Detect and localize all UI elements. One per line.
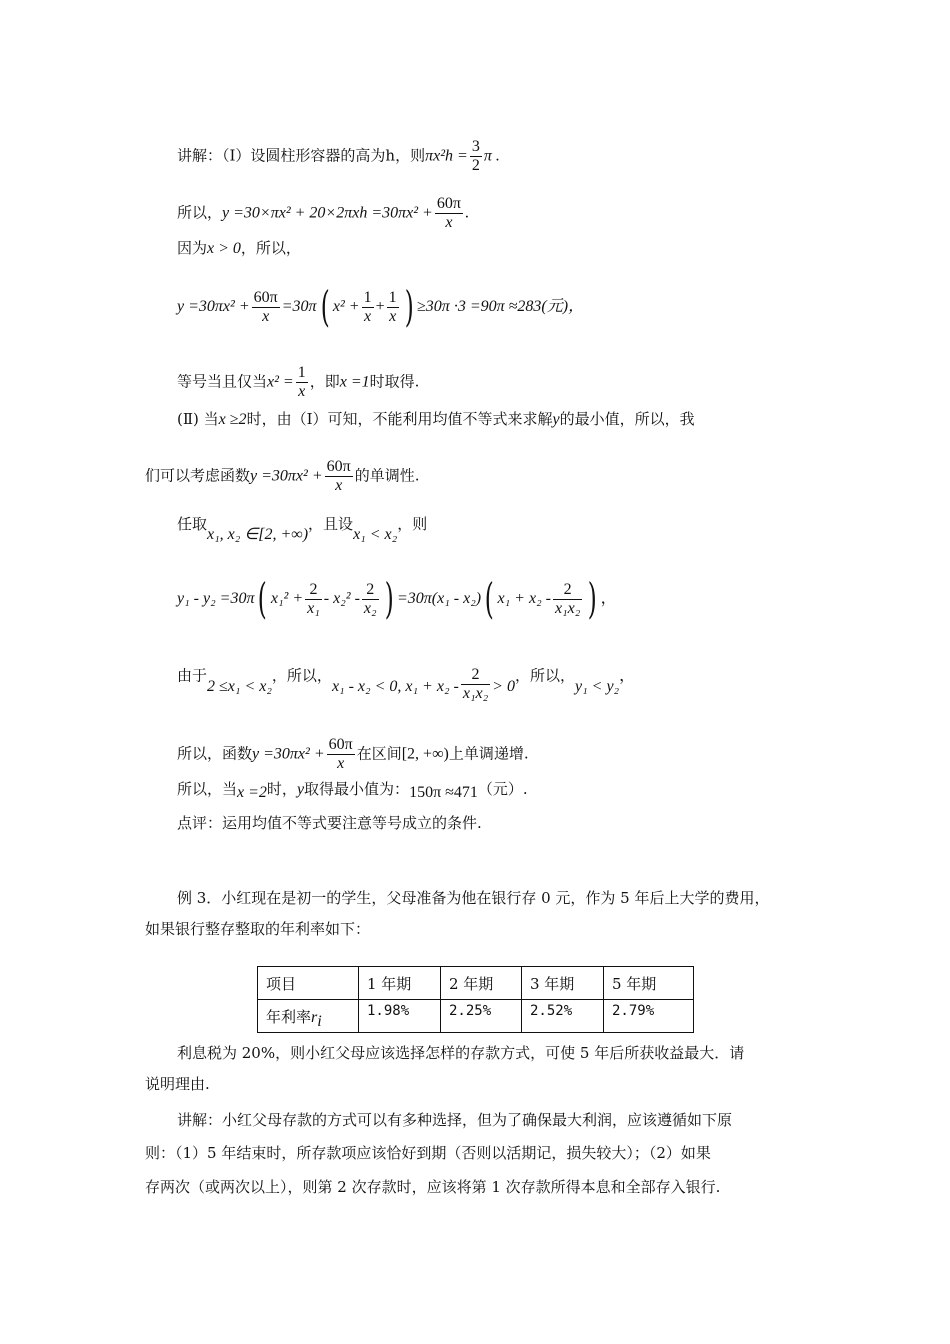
text: 如果银行整存整取的年利率如下： (145, 920, 371, 938)
fraction (362, 581, 379, 618)
denominator: x (325, 476, 353, 495)
fraction (305, 581, 322, 618)
math: =30π (281, 298, 317, 315)
math: πx²h = (425, 147, 468, 165)
example-3-line-2 (145, 919, 370, 939)
table-cell (604, 1000, 694, 1033)
solution-line-8 (177, 514, 428, 543)
math: - x₂² - (323, 590, 360, 607)
text: ，即 (309, 372, 340, 391)
numerator: 60π (436, 195, 461, 212)
text: 讲解：小红父母存款的方式可以有多种选择，但为了确保最大利润，应该遵循如下原 (177, 1111, 733, 1129)
math: 150π ≈471 (409, 784, 478, 801)
math: x =1 (339, 373, 370, 391)
math: =30π(x₁ - x₂) (396, 590, 482, 607)
explanation-line-2 (145, 1143, 711, 1163)
paren-close: ) (404, 282, 414, 331)
fraction (296, 364, 308, 401)
text: 则：（1）5 年结束时，所存款项应该恰好到期（否则以活期记，损失较大）；（2）如果 (145, 1144, 711, 1162)
text: 们可以考虑函数 (145, 466, 251, 485)
text: 因为 (177, 239, 208, 257)
math: > 0 (492, 677, 515, 695)
fraction (553, 581, 582, 618)
table-row (258, 1000, 694, 1033)
math: ， (600, 590, 617, 607)
solution-line-2 (177, 195, 469, 232)
math: + (375, 298, 385, 315)
denominator: x (435, 213, 463, 232)
text: ，且设 (308, 515, 354, 533)
numerator: 60π (253, 288, 278, 306)
numerator: 60π (326, 458, 351, 475)
math: y =30πx² + (252, 745, 325, 763)
math: y =30πx² + (250, 467, 323, 485)
numerator: 2 (366, 580, 375, 598)
table-cell (441, 1000, 522, 1033)
text: 任取 (177, 515, 208, 533)
table-header-cell: 项目 (258, 967, 359, 1000)
rate-value: 2.79% (612, 1003, 655, 1019)
text: 所以，函数 (177, 744, 253, 763)
text: (Ⅱ) 当 (177, 410, 219, 428)
text: 讲解：（Ⅰ）设圆柱形容器的高为h，则 (177, 146, 426, 165)
math: x =2 (237, 784, 267, 801)
explanation-line-3 (145, 1177, 720, 1197)
text: 时取得. (369, 372, 420, 391)
denominator: 2 (471, 157, 480, 174)
math: x₁ - x₂ < 0, x₁ + x₂ - (331, 677, 459, 695)
label-text: 年利率 (266, 1007, 312, 1026)
table-header-cell: 5 年期 (604, 967, 694, 1000)
solution-line-11 (177, 736, 529, 773)
text: 说明理由. (145, 1075, 210, 1093)
rate-value: 1.98% (367, 1003, 410, 1019)
text: 所以，当 (177, 780, 238, 798)
rate-subscript: i (317, 1012, 322, 1030)
solution-line-10 (177, 658, 636, 702)
denominator: x₂ (363, 599, 377, 617)
text: 等号当且仅当 (177, 372, 268, 391)
math: x² + (332, 298, 360, 315)
math: π . (483, 147, 500, 165)
text: 的单调性. (354, 466, 420, 485)
paren-open: ( (484, 574, 494, 623)
fraction (470, 138, 482, 175)
rate-value: 2.52% (530, 1003, 573, 1019)
math: ≥30π ·3 =90π ≈283(元)， (417, 298, 585, 315)
equation-line-4 (177, 284, 584, 329)
math: x² = (267, 373, 294, 391)
numerator: 2 (309, 580, 318, 598)
math: 2 ≤x₁ < x₂ (207, 677, 272, 695)
math: y (552, 411, 560, 428)
solution-line-12 (177, 779, 528, 800)
math: . (464, 204, 469, 222)
paren-open: ( (258, 574, 268, 623)
fraction (325, 458, 353, 495)
math: x₁, x₂ ∈[2, +∞) (207, 526, 309, 543)
denominator: x (252, 307, 280, 326)
denominator: x (296, 382, 308, 401)
fraction (435, 195, 463, 232)
example-3-line-4 (145, 1074, 210, 1094)
explanation-line-1 (177, 1110, 732, 1130)
table-row-label (258, 1000, 359, 1033)
rate-variable: r (311, 1008, 318, 1026)
rate-value: 2.25% (449, 1003, 492, 1019)
math: y₁ < y₂ (574, 677, 620, 695)
fraction (252, 289, 280, 326)
text: 时，由（Ⅰ）可知，不能利用均值不等式来求解 (246, 410, 553, 428)
numerator: 1 (388, 288, 397, 306)
denominator: x₁x₂ (554, 599, 581, 617)
text: （元）. (477, 780, 528, 798)
numerator: 2 (471, 666, 480, 683)
denominator: x (362, 307, 374, 326)
math: [2, +∞) (401, 745, 449, 763)
text: ，则 (397, 515, 428, 533)
math: y =30×πx² + 20×2πxh =30πx² + (222, 204, 433, 222)
text: 存两次（或两次以上），则第 2 次存款时，应该将第 1 次存款所得本息和全部存入银行. (145, 1178, 721, 1196)
denominator: x (387, 307, 399, 326)
numerator: 1 (297, 364, 306, 381)
denominator: x₁ (307, 599, 320, 617)
table-header-cell: 2 年期 (441, 967, 522, 1000)
fraction (327, 736, 355, 773)
paren-close: ) (384, 574, 394, 623)
text: 所以， (177, 203, 223, 222)
math: x > 0 (207, 240, 241, 257)
denominator: x (327, 754, 355, 773)
fraction (461, 666, 490, 703)
numerator: 2 (563, 580, 572, 598)
solution-line-6 (177, 409, 695, 430)
denominator: x₁x₂ (462, 685, 489, 702)
text: 利息税为 20%，则小红父母应该选择怎样的存款方式，可使 5 年后所获收益最大．请 (177, 1044, 745, 1062)
solution-line-1 (177, 138, 500, 175)
numerator: 1 (363, 288, 372, 306)
text: 取得最小值为： (304, 780, 410, 798)
table-cell (522, 1000, 604, 1033)
solution-line-7 (145, 458, 419, 495)
text: ，所以， (514, 666, 575, 685)
math: x₁² + (270, 590, 304, 607)
paren-open: ( (320, 282, 330, 331)
text: ，所以， (240, 239, 301, 257)
text: 在区间 (356, 744, 402, 763)
text: 时， (266, 780, 297, 798)
solution-line-3 (177, 238, 301, 259)
example-3-line-3 (177, 1043, 744, 1063)
math: y =30πx² + (177, 298, 250, 315)
math: y (296, 781, 305, 798)
equation-line-9 (177, 576, 617, 621)
numerator: 3 (471, 138, 480, 155)
text: 上单调递增. (448, 744, 529, 763)
text: 由于 (177, 666, 208, 685)
text: ，所以， (271, 666, 332, 685)
comment-line (177, 813, 482, 833)
text: 点评：运用均值不等式要注意等号成立的条件. (177, 814, 482, 832)
math: x ≥2 (218, 411, 247, 428)
fraction (387, 289, 399, 326)
solution-line-5 (177, 364, 419, 401)
text: 的最小值，所以，我 (559, 410, 695, 428)
fraction (362, 289, 374, 326)
interest-rate-table (257, 966, 694, 1033)
table-header-cell: 1 年期 (359, 967, 441, 1000)
math: x₁ < x₂ (353, 526, 398, 543)
math: y₁ - y₂ =30π (177, 590, 255, 607)
table-header-cell: 3 年期 (522, 967, 604, 1000)
table-cell (359, 1000, 441, 1033)
table-header-row (258, 967, 694, 1000)
math: ， (619, 667, 636, 685)
text: 例 3．小红现在是初一的学生，父母准备为他在银行存 0 元，作为 5 年后上大学的费用， (177, 889, 770, 907)
paren-close: ) (587, 574, 597, 623)
example-3-line-1 (177, 888, 769, 908)
math: x₁ + x₂ - (497, 590, 551, 607)
numerator: 60π (328, 736, 353, 753)
